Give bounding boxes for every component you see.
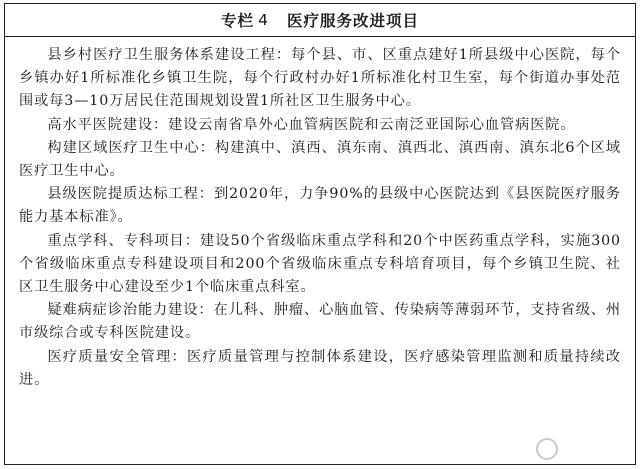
paragraph-high-level-hospital [19,114,621,137]
paragraph-lead: 医疗质量安全管理： [47,348,188,365]
paragraph-body: 在儿科、肿瘤、心脑血管、传染病等薄弱环节，支持省级、州市级综合或专科医院建设。 [19,302,621,342]
paragraph-body: 每个县、市、区重点建好1所县级中心医院，每个乡镇办好1所标准化乡镇卫生院，每个行政村办好1所标准化村卫生室，每个街道办事处范围或每3—10万居民住范围规划设置1所社区卫生服务中心。 [19,47,622,110]
paragraph-quality-safety [19,346,621,392]
paragraph-county-hospital-upgrade [19,183,621,229]
watermark-logo [536,435,632,463]
paragraph-lead: 县级医院提质达标工程： [47,186,214,203]
paragraph-lead: 重点学科、专科项目： [47,232,201,249]
column-number: 4 [258,11,269,29]
paragraph-county-system [19,44,621,114]
feature-box [4,3,636,465]
paragraph-lead: 高水平医院建设： [47,116,169,133]
paragraph-key-disciplines [19,230,621,300]
paragraph-body: 建设50个省级临床重点学科和20个中医药重点学科，实施300个省级临床重点专科建设项目和200个省级临床重点专科培育项目，每个乡镇卫生院、社区卫生服务中心建设至少1个临床重点科室。 [19,232,621,296]
paragraph-difficult-diseases [19,299,621,345]
box-content [5,37,635,392]
paragraph-body: 建设云南省阜外心血管病医院和云南泛亚国际心血管病医院。 [168,116,576,133]
column-label: 专栏 [221,12,255,30]
paragraph-body: 医疗质量管理与控制体系建设，医疗感染管理监测和质量持续改进。 [19,348,622,388]
paragraph-body: 到2020年，力争90%的县级中心医院达到《县医院医疗服务能力基本标准》。 [19,186,621,226]
paragraph-body: 构建滇中、滇西、滇东南、滇西北、滇西南、滇东北6个区域医疗卫生中心。 [19,139,621,180]
paragraph-lead: 疑难病症诊治能力建设： [47,302,214,319]
box-title: 医疗服务改进项目 [286,12,419,30]
box-header [5,4,635,37]
paragraph-regional-centers [19,137,621,183]
watermark-circle-icon [536,438,558,460]
paragraph-lead: 县乡村医疗卫生服务体系建设工程： [47,47,292,63]
paragraph-lead: 构建区域医疗卫生中心： [47,139,215,156]
